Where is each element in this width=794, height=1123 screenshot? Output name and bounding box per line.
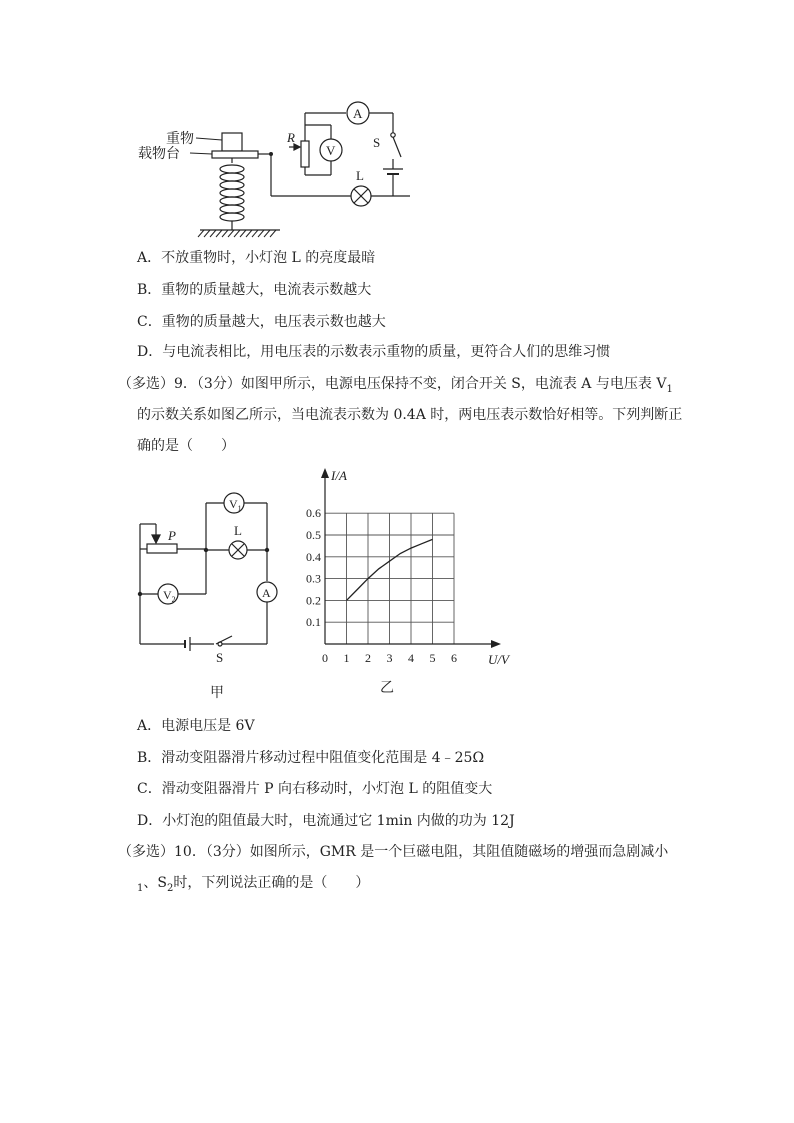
y-tick-label: 0.1	[306, 615, 321, 630]
q10-stem-line2-sub: 2	[166, 882, 174, 894]
q9-stem-line2: 的示数关系如图乙所示，当电流表示数为 0.4A 时，两电压表示数恰好相等。下列判断正	[137, 407, 683, 423]
y-axis-arrow	[321, 468, 329, 478]
x-tick-label: 6	[451, 651, 457, 665]
label-L: L	[356, 168, 364, 183]
q8-option-c: C．重物的质量越大，电压表示数也越大	[137, 314, 386, 330]
label-V2: $V_2$	[163, 588, 176, 604]
switch-S	[393, 137, 401, 157]
label-platform: 载物台	[138, 147, 180, 162]
q8-option-a: A．不放重物时，小灯泡 L 的亮度最暗	[137, 250, 376, 266]
spring	[220, 165, 244, 221]
caption-jia: 甲	[210, 686, 224, 701]
label-weight: 重物	[166, 132, 194, 147]
q9-option-c: C．滑动变阻器滑片 P 向右移动时，小灯泡 L 的阻值变大	[137, 781, 493, 797]
q9-stem-line1-sub: 1	[666, 383, 673, 395]
q9-stem-line3: 确的是（ ）	[137, 438, 235, 454]
y-tick-label: 0.3	[306, 571, 321, 586]
label-P: P	[168, 528, 176, 543]
q9-iu-graph	[300, 462, 530, 702]
q9-option-d: D．小灯泡的阻值最大时，电流通过它 1min 内做的功为 12J	[137, 813, 515, 829]
x-tick-label: 5	[429, 651, 436, 665]
weight-block	[222, 133, 242, 151]
x-tick-label: 1	[343, 651, 350, 665]
x-tick-label: 4	[408, 651, 414, 665]
platform-plate	[212, 151, 258, 158]
label-V1: $V_1$	[229, 497, 242, 513]
x-tick-label: 0	[322, 651, 328, 665]
q9-stem-line1-text: （多选）9．（3分）如图甲所示，电源电压保持不变，闭合开关 S，电流表 A 与电压表 V	[118, 376, 667, 392]
label-L: L	[234, 523, 242, 538]
y-tick-label: 0.4	[306, 549, 321, 564]
q10-stem-line1: （多选）10．（3分）如图所示，GMR 是一个巨磁电阻，其阻值随磁场的增强而急剧减小	[118, 844, 669, 860]
x-tick-label: 2	[365, 651, 371, 665]
switch-S	[216, 636, 232, 644]
rheostat	[147, 544, 177, 553]
caption-yi: 乙	[380, 681, 394, 696]
q8-circuit-figure	[130, 95, 430, 240]
label-V: V	[326, 143, 336, 158]
y-tick-label: 0.2	[306, 593, 321, 608]
switch-contact	[391, 133, 395, 137]
label-S: S	[216, 650, 224, 665]
y-tick-label: 0.6	[306, 506, 321, 521]
label-A: A	[353, 106, 363, 121]
q10-stem-line2	[137, 874, 369, 898]
q9-option-a: A．电源电压是 6V	[137, 718, 255, 734]
x-axis-arrow	[491, 640, 501, 648]
q9-option-b: B．滑动变阻器滑片移动过程中阻值变化范围是 4﹣25Ω	[137, 750, 485, 766]
q9-circuit-figure	[130, 488, 290, 703]
y-tick-label: 0.5	[306, 528, 321, 542]
x-axis-label: U/V	[488, 652, 509, 667]
q9-stem-line1	[118, 375, 673, 399]
label-R: R	[287, 130, 295, 145]
q10-stem-line2-pre: 1	[137, 882, 144, 894]
resistor-R	[301, 141, 309, 167]
x-tick-label: 3	[386, 651, 393, 665]
label-A: A	[262, 586, 271, 600]
q10-stem-line2-post: 时，下列说法正确的是（ ）	[173, 875, 370, 891]
q8-option-b: B．重物的质量越大，电流表示数越大	[137, 282, 372, 298]
q8-option-d: D．与电流表相比，用电压表的示数表示重物的质量，更符合人们的思维习惯	[137, 344, 611, 360]
label-S: S	[373, 135, 381, 150]
q10-stem-line2-text: 、S	[143, 875, 167, 891]
y-axis-label: I/A	[331, 468, 347, 483]
